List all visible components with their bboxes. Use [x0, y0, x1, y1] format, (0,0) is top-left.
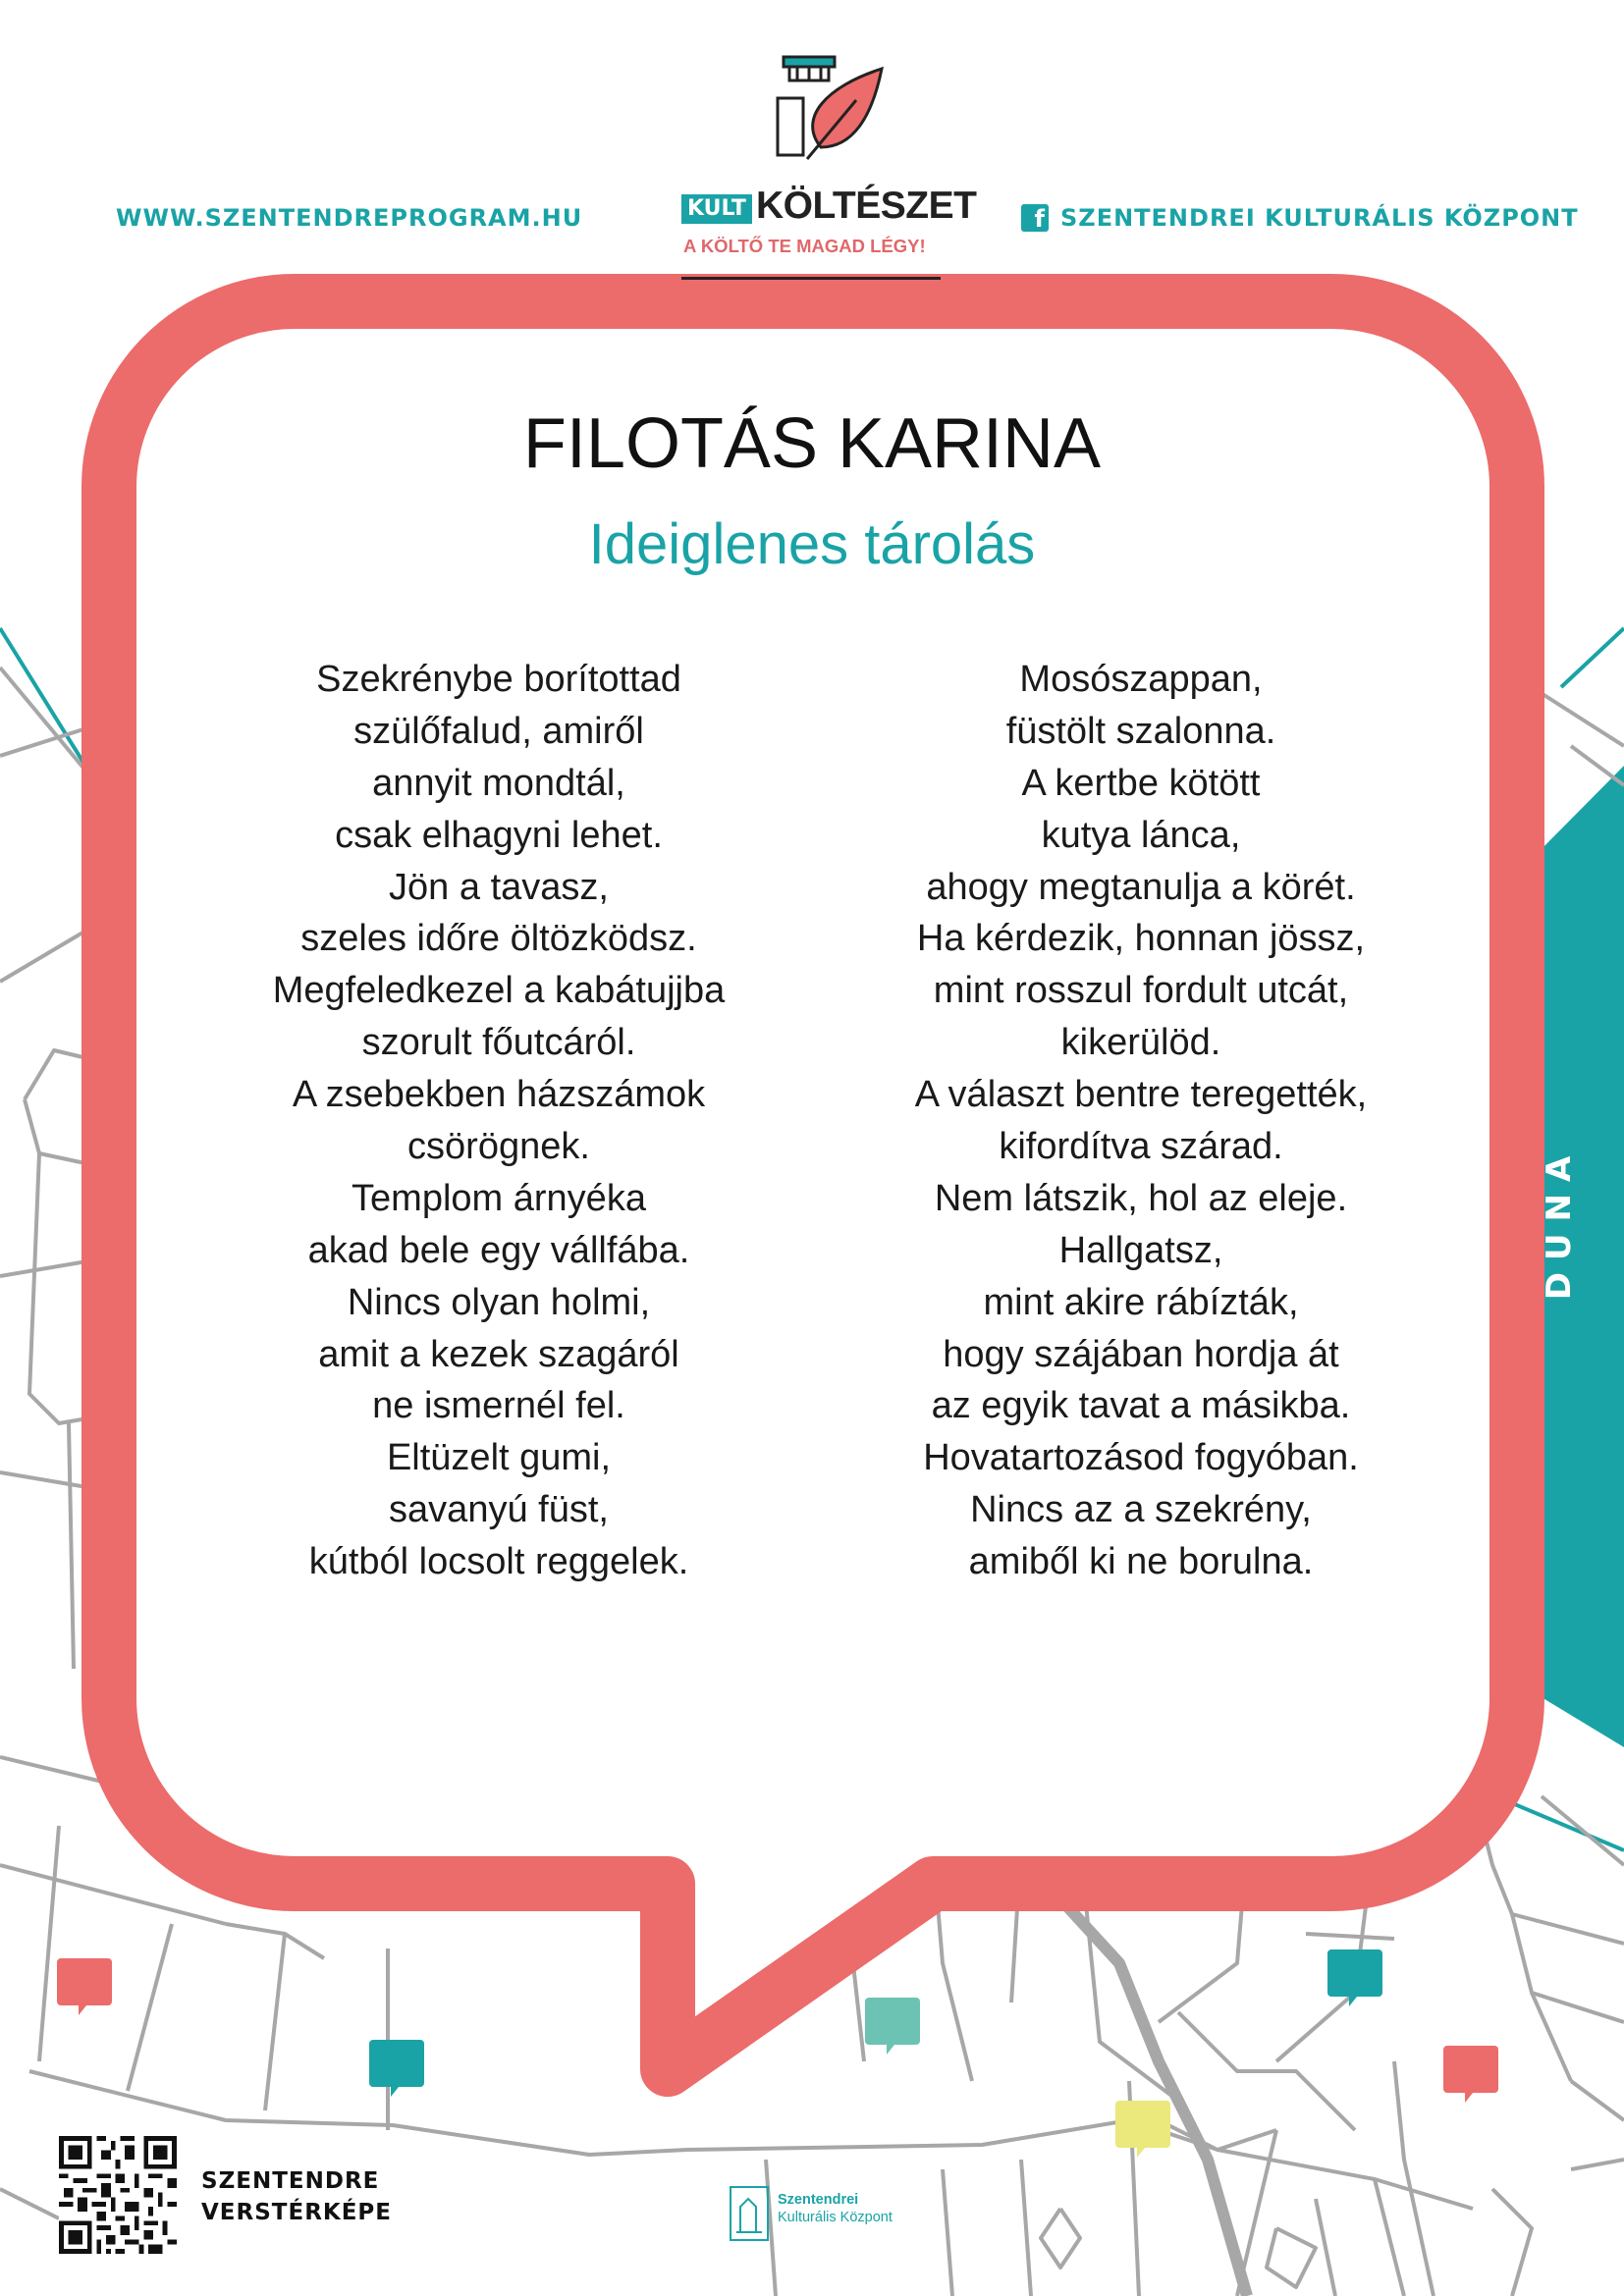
poem-line: Megfeledkezel a kabátujjba [272, 970, 726, 1012]
facebook-label: SZENTENDREI KULTURÁLIS KÖZPONT [1060, 204, 1579, 232]
poem-line: A választ bentre teregették, [914, 1074, 1368, 1116]
poem-line: ne ismernél fel. [372, 1385, 625, 1427]
kult-kolteszet-logo [679, 39, 977, 256]
poem-line: Templom árnyéka [352, 1177, 646, 1219]
poem-line: az egyik tavat a másikba. [931, 1385, 1351, 1427]
poet-name: FILOTÁS KARINA [522, 404, 1102, 483]
poem-column-right [837, 654, 1445, 1588]
poem-line: Nem látszik, hol az eleje. [934, 1177, 1348, 1219]
poem-line: amiből ki ne borulna. [968, 1541, 1314, 1583]
poem-line: annyit mondtál, [372, 762, 625, 804]
poem-line: kifordítva szárad. [999, 1126, 1283, 1168]
poem-line: mint rosszul fordult utcát, [933, 970, 1349, 1012]
poem-column-left [194, 654, 803, 1588]
poem-line: csak elhagyni lehet. [335, 814, 663, 856]
poem-line: Eltüzelt gumi, [386, 1437, 612, 1479]
verses-map-label [201, 2165, 392, 2228]
logo-underline [681, 277, 941, 280]
tower-feather-icon [679, 39, 945, 187]
poem-line: kikerülöd. [1060, 1022, 1221, 1064]
logo-title: KÖLTÉSZET [756, 185, 977, 227]
culture-center-name [778, 2191, 893, 2226]
poem-line: Jön a tavasz, [389, 866, 609, 908]
facebook-icon: f [1021, 204, 1049, 232]
logo-tagline: A KÖLTŐ TE MAGAD LÉGY! [683, 236, 926, 256]
poem-line: amit a kezek szagáról [318, 1333, 679, 1375]
poem-line: kutya lánca, [1041, 814, 1241, 856]
poem-line: Hallgatsz, [1058, 1229, 1223, 1271]
verses-map-label-line2: VERSTÉRKÉPE [201, 2200, 393, 2225]
poem-line: szülőfalud, amiről [353, 710, 644, 752]
poem-line: Mosószappan, [1019, 659, 1263, 700]
poem-line: savanyú füst, [389, 1489, 609, 1531]
poem-line: akad bele egy vállfába. [307, 1229, 690, 1271]
culture-center-icon [729, 2185, 772, 2244]
poem-line: Szekrénybe borítottad [316, 659, 681, 700]
poem-line: csörögnek. [407, 1126, 590, 1168]
poem-line: A zsebekben házszámok [292, 1074, 706, 1116]
poem-line: kútból locsolt reggelek. [308, 1541, 689, 1583]
poem-line: szeles időre öltözködsz. [300, 918, 697, 960]
poem-line: mint akire rábízták, [983, 1281, 1299, 1323]
szentendre-culture-center-logo [729, 2185, 925, 2244]
website-link[interactable]: WWW.SZENTENDREPROGRAM.HU [116, 204, 583, 232]
river-label-text: DUNA [1540, 1144, 1579, 1301]
verses-map-label-line1: SZENTENDRE [201, 2168, 380, 2194]
poem-line: ahogy megtanulja a körét. [926, 866, 1356, 908]
poem-line: Ha kérdezik, honnan jössz, [916, 918, 1366, 960]
poem-line: hogy szájában hordja át [943, 1333, 1339, 1375]
culture-center-name-line2: Kulturális Központ [778, 2210, 893, 2225]
poem-title: Ideiglenes tárolás [588, 512, 1036, 576]
poem-line: szorult főutcáról. [361, 1022, 636, 1064]
poem-line: füstölt szalonna. [1005, 710, 1276, 752]
logo-kult-badge: KULT [681, 194, 752, 224]
qr-code[interactable] [59, 2136, 177, 2254]
facebook-link[interactable] [1021, 204, 1579, 232]
poem-line: Nincs olyan holmi, [347, 1281, 651, 1323]
poem-line: Hovatartozásod fogyóban. [923, 1437, 1359, 1479]
poem-line: A kertbe kötött [1021, 762, 1261, 804]
poem-line: Nincs az a szekrény, [970, 1489, 1312, 1531]
culture-center-name-line1: Szentendrei [778, 2192, 859, 2208]
